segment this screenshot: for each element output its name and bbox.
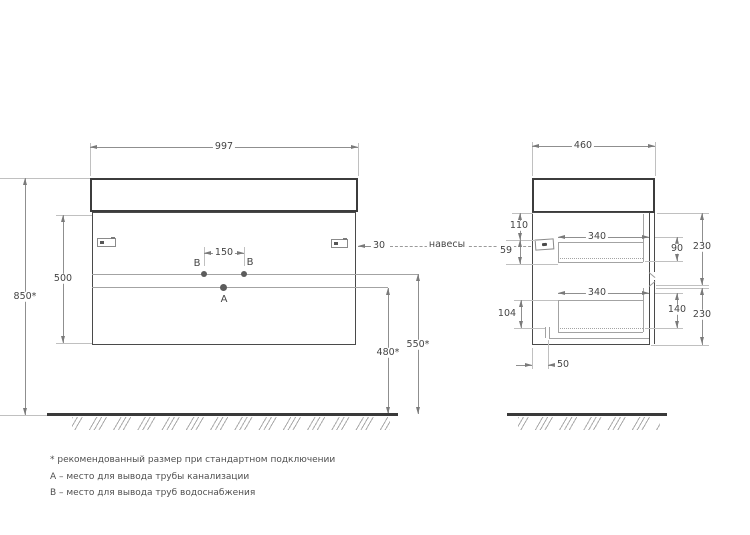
front-drawer-gap-line-a [92, 287, 388, 288]
ext-line [506, 264, 558, 265]
dim-arrow [558, 291, 565, 295]
dim-arrow [642, 291, 649, 295]
drawer-box-lower-bottom [558, 332, 643, 333]
point-a-label: А [220, 294, 228, 305]
dim-drawer-inner-bottom-label: 140 [667, 303, 687, 315]
ext-line [645, 328, 683, 329]
ext-line [655, 237, 683, 238]
drawer-box-lower-left [558, 300, 559, 332]
side-drawer-front-lower [654, 280, 656, 344]
ext-line [514, 328, 545, 329]
floor-line-side [507, 413, 667, 416]
floor-hatch-front [72, 417, 390, 430]
dim-drain-height-label: 480* [376, 346, 400, 358]
dim-drawer-front-top-label: 230 [692, 240, 712, 252]
floor-line-front [47, 413, 398, 416]
dim-arrow [518, 257, 522, 264]
side-drawer-front-upper [654, 213, 656, 272]
side-countertop [532, 178, 655, 213]
dim-cabinet-height-label: 500 [53, 272, 73, 284]
dim-arrow [700, 213, 704, 220]
dim-drawer-front-bottom-label: 230 [692, 308, 712, 320]
dim-arrow [351, 145, 358, 149]
recessed-bottom-line [549, 338, 649, 339]
dim-arrow [700, 278, 704, 285]
point-b-right-label: В [246, 257, 254, 268]
footnote-point-b: В – место для вывода труб водоснабжения [50, 488, 256, 498]
dim-supply-height-label: 550* [406, 338, 430, 350]
dim-arrow [386, 288, 390, 295]
dim-width-label: 997 [214, 140, 234, 152]
dim-drawer-top-label: 340 [587, 230, 607, 242]
dim-arrow [700, 337, 704, 344]
front-countertop [90, 178, 358, 212]
hanger-bracket-left [97, 238, 116, 247]
dim-arrow [642, 235, 649, 239]
ext-line [506, 240, 537, 241]
dim-arrow [548, 363, 555, 367]
dim-arrow [61, 336, 65, 343]
dim-arrow [518, 240, 522, 247]
drawer-box-lower-top [558, 300, 643, 301]
hanger-bracket-side [535, 238, 555, 250]
ext-line [651, 345, 709, 346]
point-b-right [241, 271, 247, 277]
point-b-left [201, 271, 207, 277]
dim-arrow [416, 274, 420, 281]
dim-drawer-inner-top-label: 90 [670, 242, 684, 254]
drawer-box-upper-dotted [560, 258, 643, 259]
drawer-box-lower-dotted [560, 328, 643, 329]
dim-drawer-bottom-label: 340 [587, 286, 607, 298]
front-drawer-gap-line-b [92, 274, 418, 275]
point-a [220, 284, 227, 291]
ext-line [656, 285, 709, 286]
drawer-box-upper-bottom [558, 262, 643, 263]
dim-arrow [23, 408, 27, 415]
footnote-asterisk: * рекомендованный размер при стандартном подключении [50, 455, 336, 465]
dim-arrow [648, 144, 655, 148]
hinges-connector-label: навесы [428, 238, 466, 250]
dim-arrow [700, 288, 704, 295]
ext-line [244, 247, 245, 266]
dim-arrow [519, 300, 523, 307]
ext-line [56, 343, 92, 344]
point-b-left-label: В [193, 258, 201, 269]
dim-arrow [525, 363, 532, 367]
dim-arrow [558, 235, 565, 239]
pipe-notch-left [545, 327, 546, 338]
dim-arrow [519, 321, 523, 328]
dim-hinge-offset-label: 30 [372, 239, 386, 251]
front-cabinet-body [92, 212, 356, 345]
dim-depth-label: 460 [573, 139, 593, 151]
dim-arrow [675, 293, 679, 300]
dim-hinge-drop-label: 59 [499, 244, 513, 256]
dim-arrow [358, 244, 365, 248]
dim-arrow [61, 215, 65, 222]
drawer-handle-notch [649, 272, 656, 278]
ext-line [532, 348, 533, 369]
dim-arrow [23, 178, 27, 185]
dim-top-offset-label: 110 [509, 219, 529, 231]
ext-line [0, 178, 90, 179]
dim-arrow [204, 251, 211, 255]
dim-arrow [518, 233, 522, 240]
ext-line [645, 261, 683, 262]
dim-arrow [675, 254, 679, 261]
dim-arrow [90, 145, 97, 149]
footnote-point-a: А – место для вывода трубы канализации [50, 471, 250, 482]
ext-line [655, 293, 683, 294]
drawer-box-upper-top [558, 242, 643, 243]
ext-line [512, 213, 533, 214]
pipe-notch-right [549, 327, 550, 338]
hanger-bracket-right [331, 239, 348, 248]
dim-arrow [237, 251, 244, 255]
dim-overall-height-label: 850* [13, 290, 37, 302]
drawer-slot-line-lower [643, 288, 644, 332]
dim-bottom-recess-label: 50 [556, 358, 570, 370]
dim-arrow [675, 321, 679, 328]
dim-pipe-offset-label: 104 [497, 307, 517, 319]
dim-arrow [416, 407, 420, 414]
drawer-box-upper-left [558, 242, 559, 262]
floor-hatch-side [518, 417, 660, 430]
dim-holes-spacing-label: 150 [214, 246, 234, 258]
dim-arrow [532, 144, 539, 148]
